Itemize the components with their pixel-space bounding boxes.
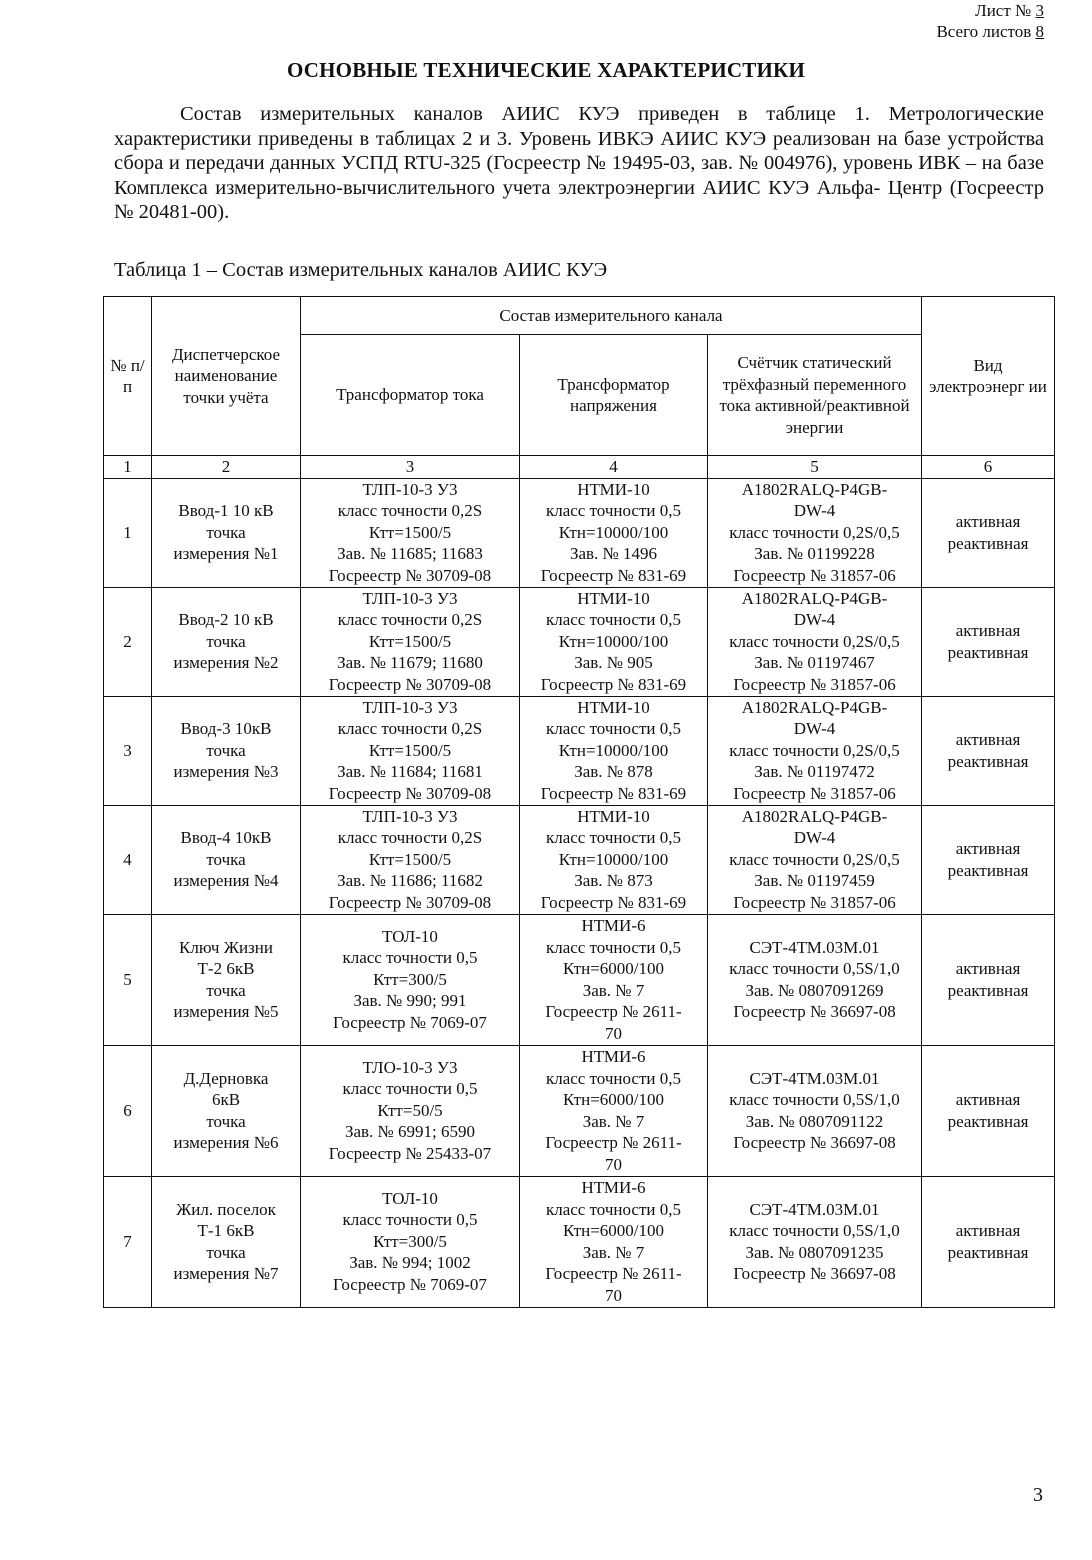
- energy-type-cell: [922, 478, 1055, 587]
- cell-line: измерения №7: [173, 1264, 279, 1283]
- table-row: [104, 1176, 1055, 1307]
- cell-line: класс точности 0,2S: [337, 719, 483, 739]
- energy-type-cell: [922, 696, 1055, 805]
- cell-line: точка: [206, 980, 246, 1000]
- cell-line: точка: [206, 1242, 246, 1262]
- cell-line: Госреестр № 31857-06: [733, 565, 896, 585]
- header-current-transformer: Трансформатор тока: [301, 335, 520, 456]
- cell-line: точка: [206, 631, 246, 651]
- cell-line: Госреестр № 831-69: [540, 783, 687, 803]
- sheet-number-line: [936, 0, 1044, 21]
- cell-line: Ктн=6000/100: [562, 1090, 665, 1109]
- cell-line: Ктн=10000/100: [558, 631, 669, 651]
- cell-line: активная: [955, 621, 1021, 640]
- voltage-transformer-cell: [520, 587, 708, 696]
- table-row: [104, 1045, 1055, 1176]
- cell-line: реактивная: [947, 642, 1029, 662]
- cell-line: Зав. № 01197467: [754, 653, 875, 673]
- cell-line: точка: [206, 849, 246, 869]
- current-transformer-cell: [301, 805, 520, 914]
- cell-line: Зав. № 01197472: [754, 762, 875, 782]
- cell-line: Госреестр № 831-69: [540, 565, 687, 585]
- cell-line: СЭТ-4ТМ.03М.01: [749, 1199, 880, 1219]
- header-voltage-transformer: Трансформатор напряжения: [520, 335, 708, 456]
- cell-line: Т-1 6кВ: [197, 1221, 255, 1240]
- cell-line: точка: [206, 740, 246, 760]
- current-transformer-cell: [301, 587, 520, 696]
- table-caption: Таблица 1 – Состав измерительных каналов АИИС КУЭ: [114, 259, 608, 281]
- cell-line: Зав. № 878: [574, 762, 653, 782]
- document-title: ОСНОВНЫЕ ТЕХНИЧЕСКИЕ ХАРАКТЕРИСТИКИ: [286, 58, 805, 82]
- cell-line: Ктт=1500/5: [368, 849, 452, 869]
- current-transformer-cell: [301, 914, 520, 1045]
- cell-line: Госреестр № 36697-08: [733, 1002, 896, 1021]
- cell-line: класс точности 0,5: [342, 948, 478, 968]
- cell-line: Госреестр № 831-69: [540, 674, 687, 694]
- cell-line: Ктт=1500/5: [368, 631, 452, 651]
- cell-line: DW-4: [793, 719, 836, 739]
- voltage-transformer-cell: [520, 1176, 708, 1307]
- cell-line: Госреестр № 831-69: [540, 892, 687, 912]
- cell-line: реактивная: [947, 751, 1029, 771]
- current-transformer-cell: [301, 696, 520, 805]
- header-point-name: Диспетчерское наименование точки учёта: [152, 297, 301, 456]
- cell-line: класс точности 0,2S/0,5: [729, 849, 900, 869]
- cell-line: Зав. № 873: [574, 871, 653, 891]
- voltage-transformer-cell: [520, 805, 708, 914]
- column-number: 2: [152, 456, 301, 479]
- cell-line: НТМИ-6: [581, 916, 646, 935]
- cell-line: класс точности 0,2S: [337, 610, 483, 630]
- cell-line: Ктт=1500/5: [368, 522, 452, 542]
- voltage-transformer-cell: [520, 914, 708, 1045]
- cell-line: реактивная: [947, 1242, 1029, 1262]
- cell-line: A1802RALQ-P4GB-: [741, 806, 888, 826]
- cell-line: Ввод-4 10кВ: [180, 828, 272, 848]
- sheet-number: 3: [1035, 1, 1044, 20]
- cell-line: СЭТ-4ТМ.03М.01: [749, 1068, 880, 1088]
- cell-line: класс точности 0,2S/0,5: [729, 631, 900, 651]
- energy-type-cell: [922, 914, 1055, 1045]
- cell-line: измерения №5: [173, 1002, 279, 1021]
- sheet-total-line: [936, 21, 1044, 42]
- cell-line: Госреестр № 31857-06: [733, 674, 896, 694]
- cell-line: Зав. № 0807091122: [745, 1111, 884, 1131]
- meter-cell: [708, 587, 922, 696]
- row-number-cell: 4: [104, 805, 152, 914]
- column-number: 1: [104, 456, 152, 479]
- cell-line: ТЛП-10-3 У3: [362, 588, 458, 608]
- cell-line: Ввод-1 10 кВ: [178, 501, 274, 521]
- cell-line: Госреестр № 36697-08: [733, 1264, 896, 1283]
- cell-line: класс точности 0,2S/0,5: [729, 522, 900, 542]
- cell-line: активная: [955, 959, 1021, 978]
- sheet-total-label: Всего листов: [936, 22, 1032, 41]
- cell-line: Зав. № 905: [574, 653, 653, 673]
- energy-type-cell: [922, 1045, 1055, 1176]
- header-meter: Счётчик статический трёхфазный переменного тока активной/реактивной энергии: [708, 335, 922, 456]
- cell-line: Зав. № 7: [582, 1242, 645, 1262]
- voltage-transformer-cell: [520, 696, 708, 805]
- cell-line: класс точности 0,5: [545, 828, 682, 848]
- cell-line: активная: [955, 1090, 1021, 1109]
- cell-line: Зав. № 0807091269: [745, 980, 884, 1000]
- cell-line: класс точности 0,2S: [337, 501, 483, 521]
- table-row: [104, 696, 1055, 805]
- cell-line: Госреестр № 7069-07: [333, 1274, 487, 1294]
- row-number-cell: 2: [104, 587, 152, 696]
- cell-line: A1802RALQ-P4GB-: [741, 588, 888, 608]
- cell-line: Т-2 6кВ: [197, 959, 255, 978]
- point-name-cell: [152, 805, 301, 914]
- cell-line: 70: [605, 1154, 622, 1174]
- cell-line: НТМИ-10: [577, 479, 650, 499]
- cell-line: Зав. № 6991; 6590: [344, 1122, 476, 1142]
- cell-line: точка: [206, 522, 246, 542]
- row-number-cell: 1: [104, 478, 152, 587]
- cell-line: класс точности 0,5: [342, 1079, 478, 1099]
- cell-line: DW-4: [793, 610, 836, 630]
- cell-line: Зав. № 1496: [569, 544, 658, 564]
- current-transformer-cell: [301, 478, 520, 587]
- cell-line: Ктт=300/5: [373, 1231, 447, 1251]
- cell-line: ТЛП-10-3 У3: [362, 806, 458, 826]
- cell-line: НТМИ-6: [581, 1178, 646, 1197]
- cell-line: активная: [955, 730, 1021, 749]
- cell-line: Ктт=50/5: [377, 1100, 443, 1120]
- cell-line: класс точности 0,5S/1,0: [729, 1090, 900, 1109]
- table-row: [104, 914, 1055, 1045]
- intro-paragraph: Состав измерительных каналов АИИС КУЭ приведен в таблице 1. Метрологические характеристики приведены в таблицах 2 и 3. Уровень ИВКЭ АИИС КУЭ реализован на базе устройства сбора и передачи данных УСПД RTU-325 (Госреестр № 19495-03, зав. № 004976), уровень ИВК – на базе Комплекса измерительно-вычислительного учета электроэнергии АИИС КУЭ Альфа- Центр (Госреестр № 20481-00).: [114, 103, 1044, 223]
- cell-line: Зав. № 7: [582, 1111, 645, 1131]
- header-energy-type: Вид электроэнерг ии: [922, 297, 1055, 456]
- table-body: [104, 456, 1055, 1308]
- cell-line: класс точности 0,5: [342, 1210, 478, 1230]
- cell-line: Госреестр № 2611-: [545, 1264, 682, 1283]
- table-row: [104, 587, 1055, 696]
- cell-line: активная: [955, 839, 1021, 858]
- cell-line: класс точности 0,5: [545, 501, 682, 521]
- meter-cell: [708, 478, 922, 587]
- cell-line: DW-4: [793, 501, 836, 521]
- sheet-total-number: 8: [1035, 22, 1044, 41]
- cell-line: Ктт=1500/5: [368, 740, 452, 760]
- cell-line: DW-4: [793, 828, 836, 848]
- cell-line: реактивная: [947, 1111, 1029, 1131]
- cell-line: Зав. № 990; 991: [353, 991, 467, 1011]
- point-name-cell: [152, 587, 301, 696]
- cell-line: НТМИ-6: [581, 1047, 646, 1066]
- cell-line: A1802RALQ-P4GB-: [741, 479, 888, 499]
- column-number-row: [104, 456, 1055, 479]
- cell-line: реактивная: [947, 980, 1029, 1000]
- cell-line: Зав. № 11686; 11682: [337, 871, 483, 891]
- cell-line: НТМИ-10: [577, 697, 650, 717]
- cell-line: точка: [206, 1111, 246, 1131]
- cell-line: Госреестр № 7069-07: [333, 1012, 487, 1032]
- row-number-cell: 5: [104, 914, 152, 1045]
- cell-line: Ктн=6000/100: [562, 959, 665, 978]
- point-name-cell: [152, 478, 301, 587]
- cell-line: Д.Дерновка: [183, 1068, 269, 1088]
- meter-cell: [708, 805, 922, 914]
- current-transformer-cell: [301, 1045, 520, 1176]
- column-number: 4: [520, 456, 708, 479]
- cell-line: Ктн=10000/100: [558, 849, 669, 869]
- cell-line: Зав. № 7: [582, 980, 645, 1000]
- cell-line: ТОЛ-10: [382, 926, 438, 946]
- meter-cell: [708, 696, 922, 805]
- row-number-cell: 7: [104, 1176, 152, 1307]
- cell-line: A1802RALQ-P4GB-: [741, 697, 888, 717]
- column-number: 6: [922, 456, 1055, 479]
- cell-line: Госреестр № 30709-08: [328, 565, 492, 585]
- cell-line: Ввод-3 10кВ: [180, 719, 272, 739]
- cell-line: ТОЛ-10: [382, 1188, 438, 1208]
- cell-line: класс точности 0,2S/0,5: [729, 740, 900, 760]
- cell-line: НТМИ-10: [577, 806, 650, 826]
- row-number-cell: 6: [104, 1045, 152, 1176]
- cell-line: Госреестр № 30709-08: [328, 674, 492, 694]
- cell-line: Госреестр № 25433-07: [328, 1143, 492, 1163]
- cell-line: Госреестр № 36697-08: [733, 1133, 896, 1152]
- meter-cell: [708, 1045, 922, 1176]
- cell-line: Зав. № 994; 1002: [349, 1253, 471, 1273]
- meter-cell: [708, 914, 922, 1045]
- cell-line: Зав. № 0807091235: [745, 1242, 884, 1262]
- cell-line: класс точности 0,5: [545, 1068, 682, 1088]
- cell-line: Госреестр № 31857-06: [733, 783, 896, 803]
- cell-line: измерения №6: [173, 1133, 279, 1152]
- cell-line: 70: [605, 1023, 622, 1043]
- cell-line: 6кВ: [211, 1090, 241, 1109]
- cell-line: активная: [955, 512, 1021, 531]
- measurement-channels-table: [103, 296, 1055, 1308]
- table-row: [104, 478, 1055, 587]
- cell-line: Зав. № 11684; 11681: [337, 762, 483, 782]
- row-number-cell: 3: [104, 696, 152, 805]
- energy-type-cell: [922, 1176, 1055, 1307]
- sheet-label: Лист №: [975, 1, 1032, 20]
- cell-line: 70: [605, 1285, 622, 1305]
- cell-line: реактивная: [947, 860, 1029, 880]
- page-number: 3: [1033, 1484, 1043, 1506]
- point-name-cell: [152, 1045, 301, 1176]
- voltage-transformer-cell: [520, 478, 708, 587]
- cell-line: Зав. № 11685; 11683: [337, 544, 483, 564]
- cell-line: Зав. № 01197459: [754, 871, 875, 891]
- sheet-header: [936, 0, 1044, 42]
- cell-line: Ктн=6000/100: [562, 1221, 665, 1240]
- point-name-cell: [152, 696, 301, 805]
- cell-line: класс точности 0,5: [545, 719, 682, 739]
- column-number: 3: [301, 456, 520, 479]
- table-row: [104, 805, 1055, 914]
- cell-line: Ктн=10000/100: [558, 740, 669, 760]
- cell-line: Ктн=10000/100: [558, 522, 669, 542]
- cell-line: измерения №2: [173, 653, 279, 673]
- cell-line: измерения №1: [173, 544, 279, 564]
- cell-line: Ключ Жизни: [179, 937, 273, 957]
- point-name-cell: [152, 914, 301, 1045]
- cell-line: класс точности 0,5S/1,0: [729, 959, 900, 978]
- column-number: 5: [708, 456, 922, 479]
- cell-line: класс точности 0,5: [545, 1199, 682, 1219]
- cell-line: Госреестр № 31857-06: [733, 892, 896, 912]
- point-name-cell: [152, 1176, 301, 1307]
- energy-type-cell: [922, 587, 1055, 696]
- cell-line: реактивная: [947, 533, 1029, 553]
- cell-line: измерения №3: [173, 762, 279, 782]
- cell-line: ТЛП-10-3 У3: [362, 479, 458, 499]
- cell-line: Ктт=300/5: [373, 969, 447, 989]
- cell-line: Жил. поселок: [176, 1199, 276, 1219]
- cell-line: ТЛО-10-3 У3: [362, 1057, 458, 1077]
- voltage-transformer-cell: [520, 1045, 708, 1176]
- header-channel-composition: Состав измерительного канала: [301, 297, 922, 335]
- cell-line: класс точности 0,5: [545, 937, 682, 957]
- cell-line: НТМИ-10: [577, 588, 650, 608]
- cell-line: СЭТ-4ТМ.03М.01: [749, 937, 880, 957]
- cell-line: Госреестр № 2611-: [545, 1133, 682, 1152]
- cell-line: Зав. № 11679; 11680: [337, 653, 483, 673]
- cell-line: класс точности 0,5S/1,0: [729, 1221, 900, 1240]
- cell-line: Госреестр № 30709-08: [328, 892, 492, 912]
- cell-line: активная: [955, 1221, 1021, 1240]
- header-num: № п/п: [104, 297, 152, 456]
- cell-line: измерения №4: [173, 871, 279, 891]
- cell-line: Зав. № 01199228: [754, 544, 875, 564]
- cell-line: Госреестр № 30709-08: [328, 783, 492, 803]
- cell-line: Госреестр № 2611-: [545, 1002, 682, 1021]
- current-transformer-cell: [301, 1176, 520, 1307]
- cell-line: класс точности 0,2S: [337, 828, 483, 848]
- cell-line: ТЛП-10-3 У3: [362, 697, 458, 717]
- cell-line: класс точности 0,5: [545, 610, 682, 630]
- meter-cell: [708, 1176, 922, 1307]
- cell-line: Ввод-2 10 кВ: [178, 610, 274, 630]
- energy-type-cell: [922, 805, 1055, 914]
